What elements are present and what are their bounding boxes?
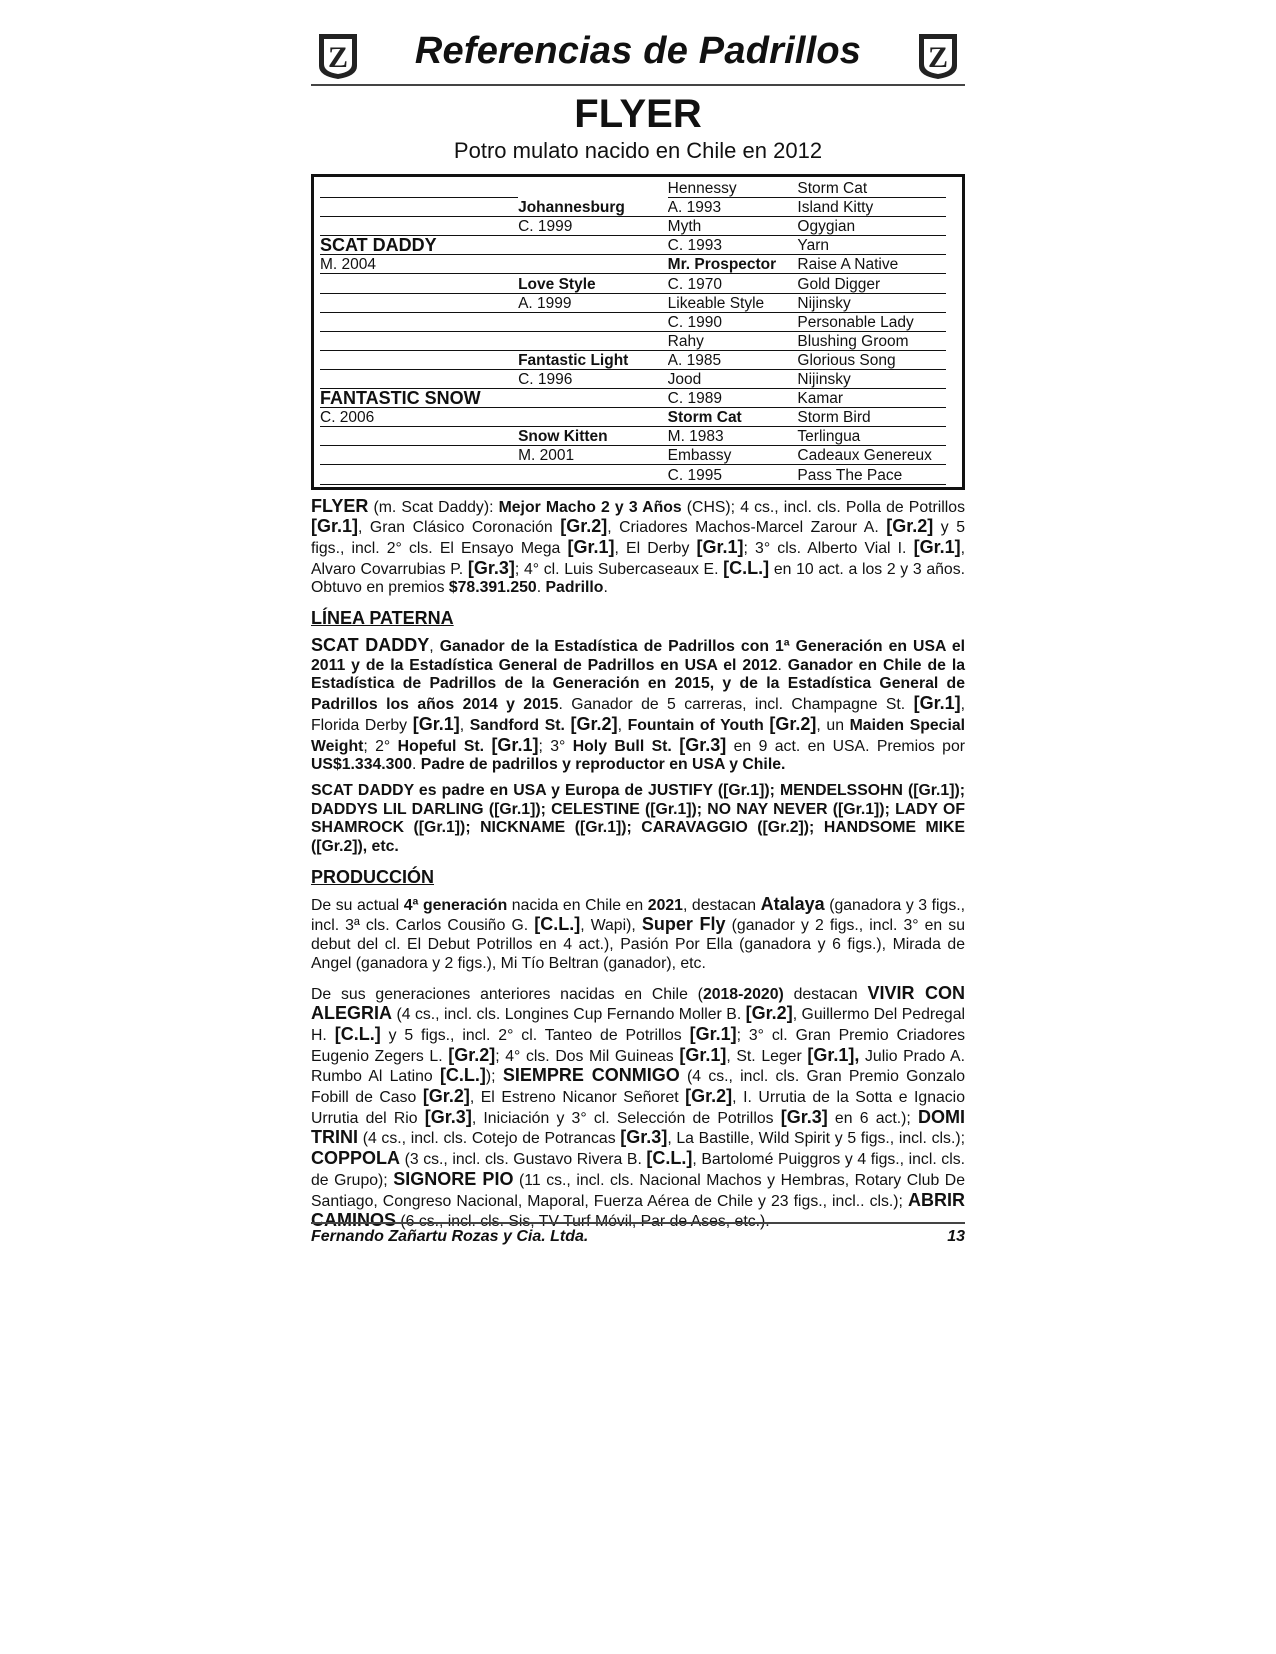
pedigree-cell	[320, 369, 518, 370]
pedigree-cell: A. 1985	[668, 352, 798, 370]
pedigree-row	[320, 465, 946, 484]
svg-text:Z: Z	[327, 41, 349, 74]
pedigree-cell: Snow Kitten	[518, 428, 668, 446]
pedigree-table	[311, 174, 965, 490]
pedigree-cell: A. 1993	[668, 199, 798, 217]
pedigree-cell	[320, 235, 518, 236]
pedigree-cell: Glorious Song	[797, 352, 946, 370]
pedigree-row	[320, 332, 946, 351]
pedigree-cell: Johannesburg	[518, 199, 668, 217]
section-heading-produccion: PRODUCCIÓN	[311, 866, 435, 887]
logo-right	[915, 32, 961, 80]
pedigree-cell: Storm Bird	[797, 409, 946, 427]
pedigree-row	[320, 274, 946, 293]
pedigree-cell: Mr. Prospector	[668, 256, 798, 274]
pedigree-cell: FANTASTIC SNOW	[320, 390, 518, 408]
pedigree-cell: Pass The Pace	[797, 467, 946, 485]
pedigree-cell: Jood	[668, 371, 798, 389]
pedigree-cell: SCAT DADDY	[320, 237, 518, 255]
pedigree-cell: C. 1990	[668, 314, 798, 332]
pedigree-cell: Love Style	[518, 276, 668, 294]
pedigree-cell: Kamar	[797, 390, 946, 408]
pedigree-cell: Personable Lady	[797, 314, 946, 332]
pedigree-cell	[320, 312, 518, 313]
pedigree-row	[320, 408, 946, 427]
pedigree-cell	[320, 293, 518, 294]
header-title: Referencias de Padrillos	[414, 30, 862, 72]
pedigree-cell: Rahy	[668, 333, 798, 351]
pedigree-row	[320, 236, 946, 255]
flyer-summary: FLYER (m. Scat Daddy): Mejor Macho 2 y 3 Años (CHS); 4 cs., incl. cls. Polla de Potrillos [Gr.1], Gran Clásico Coronación [Gr.2], Criadores Machos-Marcel Zarour A. [Gr.2] y 5 figs., incl. 2° cls. El Ensayo Mega [Gr.1], El Derby [Gr.1]; 3° cls. Alberto Vial I. [Gr.1], Alvaro Covarrubias P. [Gr.3]; 4° cl. Luis Subercaseaux E. [C.L.] en 10 act. a los 2 y 3 años. Obtuvo en premios $78.391.250. Padrillo.	[311, 495, 965, 597]
produccion-previous-gens: De sus generaciones anteriores nacidas en Chile (2018-2020) destacan VIVIR CON ALEGRIA (4 cs., incl. cls. Longines Cup Fernando Moller B. [Gr.2], Guillermo Del Pedregal H. [C.L.] y 5 figs., incl. 2° cl. Tanteo de Potrillos [Gr.1]; 3° cl. Gran Premio Criadores Eugenio Zegers L. [Gr.2]; 4° cls. Dos Mil Guineas [Gr.1], St. Leger [Gr.1], Julio Prado A. Rumbo Al Latino [C.L.]); SIEMPRE CONMIGO (4 cs., incl. cls. Gran Premio Gonzalo Fobill de Caso [Gr.2], El Estreno Nicanor Señoret [Gr.2], I. Urrutia de la Sotta e Ignacio Urrutia del Rio [Gr.3], Iniciación y 3° cl. Selección de Potrillos [Gr.3] en 6 act.); DOMI TRINI (4 cs., incl. cls. Cotejo de Potrancas [Gr.3], La Bastille, Wild Spirit y 5 figs., incl. cls.); COPPOLA (3 cs., incl. cls. Gustavo Rivera B. [C.L.], Bartolomé Puiggros y 4 figs., incl. cls. de Grupo); SIGNORE PIO (11 cs., incl. cls. Nacional Machos y Hembras, Rotary Club De Santiago, Congreso Nacional, Maporal, Fuerza Aérea de Chile y 23 figs., incl.. cls.); ABRIR CAMINOS (6 cs., incl. cls. Sis, TV Turf Móvil, Par de Ases, etc.).	[311, 982, 966, 1231]
pedigree-cell	[518, 273, 668, 274]
pedigree-cell: M. 1983	[668, 428, 798, 446]
pedigree-cell	[518, 254, 668, 255]
pedigree-cell: A. 1999	[518, 295, 668, 313]
pedigree-row	[320, 446, 946, 465]
pedigree-row	[320, 198, 946, 217]
horse-name: FLYER	[574, 92, 702, 136]
section-heading-linea: LÍNEA PATERNA	[311, 608, 454, 629]
pedigree-cell	[518, 426, 668, 427]
pedigree-row	[320, 179, 946, 198]
pedigree-row	[320, 389, 946, 408]
pedigree-cell	[518, 407, 668, 408]
pedigree-cell: Cadeaux Genereux	[797, 447, 946, 465]
pedigree-cell: Myth	[668, 218, 798, 236]
pedigree-cell	[320, 350, 518, 351]
pedigree-cell: Nijinsky	[797, 371, 946, 389]
pedigree-cell	[320, 216, 518, 217]
footer-company: Fernando Zañartu Rozas y Cia. Ltda.	[311, 1228, 589, 1245]
svg-text:Z: Z	[927, 41, 949, 74]
pedigree-row	[320, 217, 946, 236]
pedigree-row	[320, 294, 946, 313]
pedigree-cell	[518, 350, 668, 351]
pedigree-cell: Yarn	[797, 237, 946, 255]
pedigree-cell: Embassy	[668, 447, 798, 465]
pedigree-cell	[320, 484, 518, 485]
pedigree-cell	[320, 331, 518, 332]
pedigree-cell: C. 1996	[518, 371, 668, 389]
pedigree-cell: Nijinsky	[797, 295, 946, 313]
pedigree-cell: Raise A Native	[797, 256, 946, 274]
pedigree-cell: Island Kitty	[797, 199, 946, 217]
pedigree-cell	[320, 445, 518, 446]
pedigree-row	[320, 351, 946, 370]
pedigree-cell: C. 2006	[320, 409, 518, 427]
pedigree-cell	[320, 464, 518, 465]
pedigree-cell: Storm Cat	[797, 180, 946, 198]
pedigree-cell: Likeable Style	[668, 295, 798, 313]
page	[311, 28, 965, 1232]
pedigree-cell: Gold Digger	[797, 276, 946, 294]
pedigree-row	[320, 370, 946, 389]
pedigree-cell	[518, 484, 668, 485]
pedigree-cell: C. 1989	[668, 390, 798, 408]
pedigree-cell: C. 1970	[668, 276, 798, 294]
produccion-current-gen: De su actual 4ª generación nacida en Chile en 2021, destacan Atalaya (ganadora y 3 figs., incl. 3ª cls. Carlos Cousiño G. [C.L.], Wapi), Super Fly (ganador y 2 figs., incl. 3° en su debut del cl. El Debut Potrillos en 4 act.), Pasión Por Ella (ganadora y 6 figs.), Mirada de Angel (ganadora y 2 figs.), Mi Tío Beltran (ganador), etc.	[311, 893, 966, 972]
pedigree-cell: M. 2004	[320, 256, 518, 274]
pedigree-cell: Blushing Groom	[797, 333, 946, 351]
horse-subtitle: Potro mulato nacido en Chile en 2012	[453, 138, 823, 163]
pedigree-cell: Hennessy	[668, 180, 798, 198]
pedigree-cell: C. 1995	[668, 467, 798, 485]
pedigree-row	[320, 313, 946, 332]
pedigree-row	[320, 255, 946, 274]
pedigree-cell: Fantastic Light	[518, 352, 668, 370]
pedigree-cell: C. 1993	[668, 237, 798, 255]
pedigree-row	[320, 427, 946, 446]
pedigree-cell: Storm Cat	[668, 409, 798, 427]
footer	[311, 1222, 965, 1246]
pedigree-cell	[320, 197, 518, 198]
pedigree-cell: C. 1999	[518, 218, 668, 236]
linea-paterna-text: SCAT DADDY, Ganador de la Estadística de Padrillos con 1ª Generación en USA el 2011 y de la Estadística General de Padrillos en USA el 2012. Ganador en Chile de la Estadística de Padrillos de la Generación en 2015, y de la Estadística General de Padrillos los años 2014 y 2015. Ganador de 5 carreras, incl. Champagne St. [Gr.1], Florida Derby [Gr.1], Sandford St. [Gr.2], Fountain of Youth [Gr.2], un Maiden Special Weight; 2° Hopeful St. [Gr.1]; 3° Holy Bull St. [Gr.3] en 9 act. en USA. Premios por US$1.334.300. Padre de padrillos y reproductor en USA y Chile.	[311, 635, 966, 774]
pedigree-cell: Terlingua	[797, 428, 946, 446]
pedigree-cell: Ogygian	[797, 218, 946, 236]
page-number: 13	[947, 1228, 965, 1245]
header	[311, 28, 965, 86]
pedigree-cell: M. 2001	[518, 447, 668, 465]
linea-sons-text: SCAT DADDY es padre en USA y Europa de JUSTIFY ([Gr.1]); MENDELSSOHN ([Gr.1]); DADDYS LIL DARLING ([Gr.1]); CELESTINE ([Gr.1]); NO NAY NEVER ([Gr.1]); LADY OF SHAMROCK ([Gr.1]); NICKNAME ([Gr.1]); CARAVAGGIO ([Gr.2]); HANDSOME MIKE ([Gr.2]), etc.	[311, 781, 965, 856]
pedigree-cell	[320, 388, 518, 389]
pedigree-cell	[518, 331, 668, 332]
